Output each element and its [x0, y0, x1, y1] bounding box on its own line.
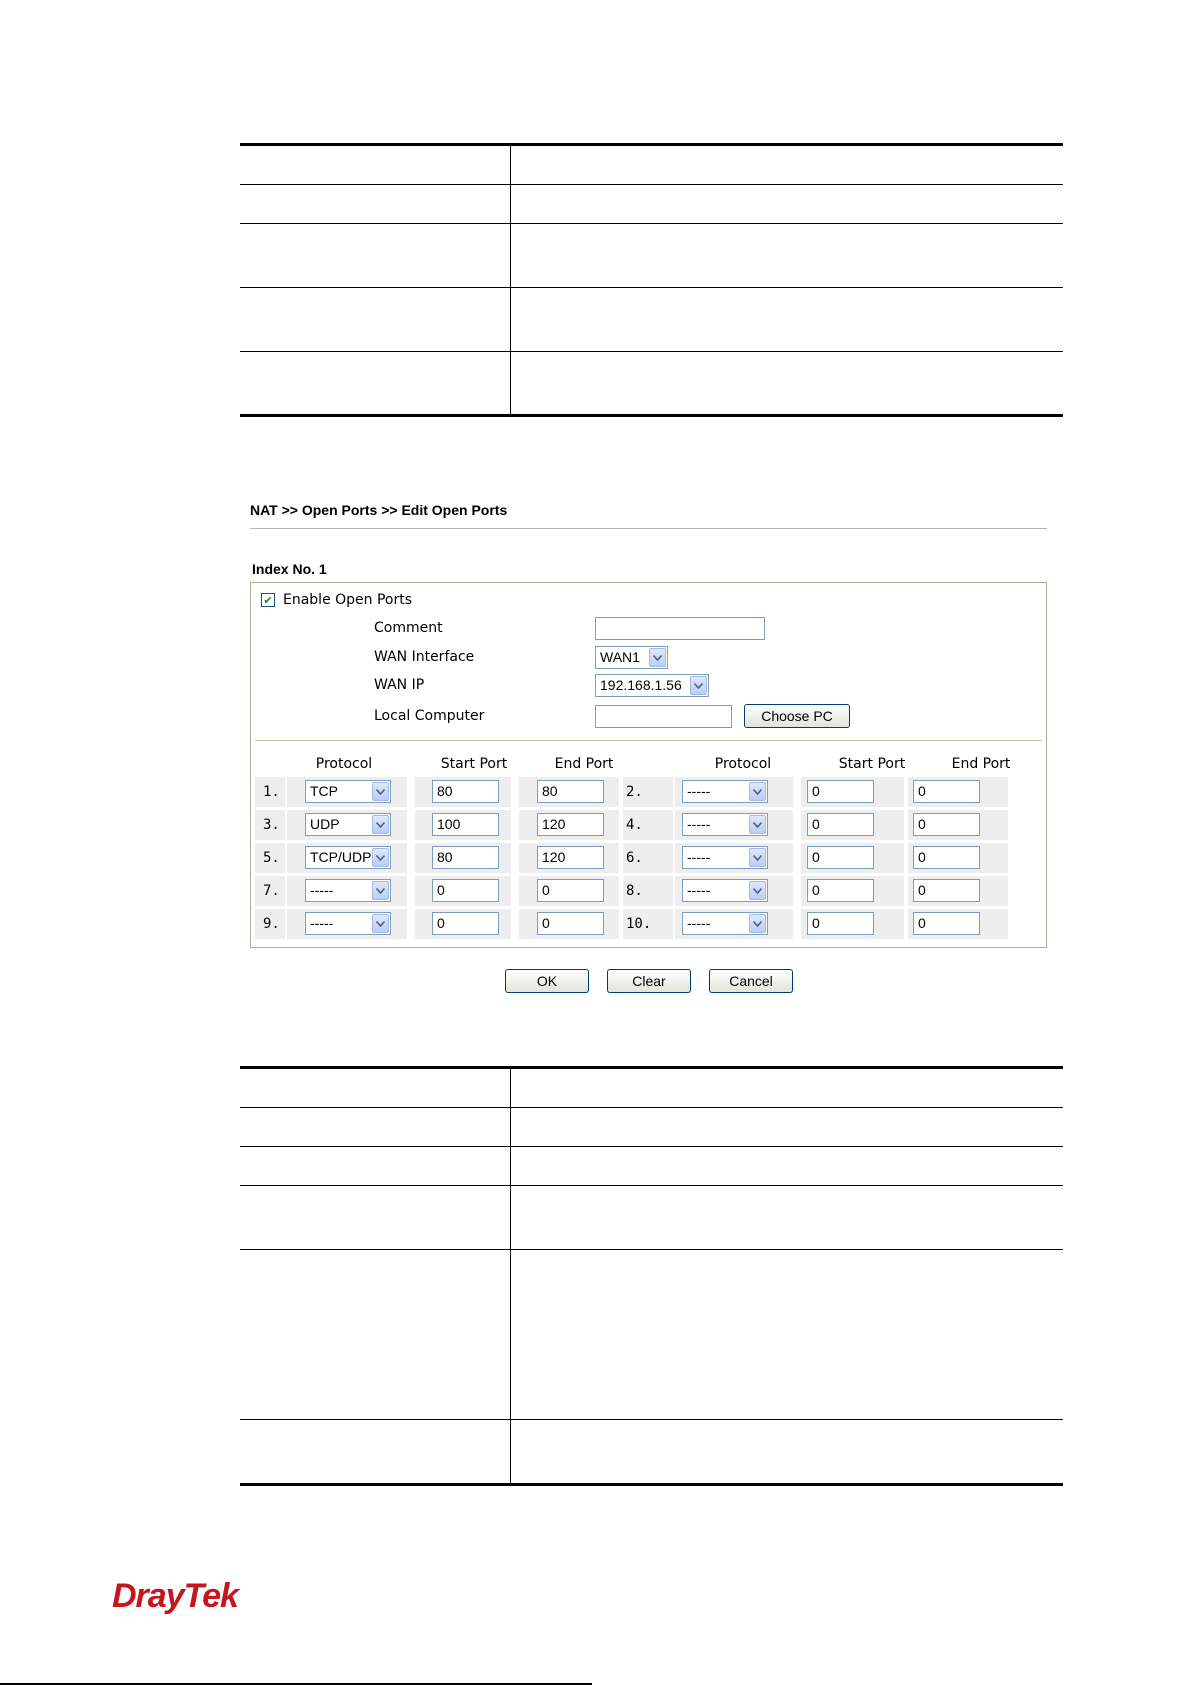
end-port-input[interactable]: 0 [913, 846, 980, 869]
breadcrumb-divider [250, 528, 1047, 529]
cancel-button[interactable]: Cancel [709, 969, 793, 993]
start-port-input[interactable]: 0 [807, 780, 874, 803]
end-port-input[interactable]: 120 [537, 846, 604, 869]
chevron-down-icon[interactable] [372, 848, 389, 867]
start-port-input[interactable]: 0 [807, 912, 874, 935]
chevron-down-icon[interactable] [749, 848, 766, 867]
end-port-input[interactable]: 80 [537, 780, 604, 803]
wan-interface-value: WAN1 [600, 649, 640, 665]
port-row [255, 876, 1042, 906]
protocol-value: TCP [310, 783, 338, 799]
chevron-down-icon[interactable] [372, 815, 389, 834]
protocol-value: ----- [687, 816, 711, 832]
index-label: Index No. 1 [252, 561, 327, 577]
port-row [255, 810, 1042, 840]
chevron-down-icon[interactable] [749, 815, 766, 834]
end-port-input[interactable]: 0 [537, 912, 604, 935]
chevron-down-icon[interactable] [372, 782, 389, 801]
choose-pc-button[interactable]: Choose PC [744, 704, 850, 728]
wan-interface-select[interactable] [595, 646, 668, 669]
clear-button[interactable]: Clear [607, 969, 691, 993]
start-port-input[interactable]: 100 [432, 813, 499, 836]
protocol-select[interactable] [305, 879, 391, 902]
protocol-select[interactable] [682, 813, 768, 836]
start-port-input[interactable]: 80 [432, 780, 499, 803]
protocol-value: ----- [310, 882, 334, 898]
start-port-input[interactable]: 0 [807, 813, 874, 836]
protocol-select[interactable] [682, 912, 768, 935]
header-protocol-left: Protocol [315, 756, 373, 772]
row-number: 1. [263, 784, 280, 800]
start-port-input[interactable]: 80 [432, 846, 499, 869]
bottom-description-table [240, 1066, 1063, 1486]
local-computer-label: Local Computer [374, 708, 485, 724]
chevron-down-icon[interactable] [749, 881, 766, 900]
chevron-down-icon[interactable] [690, 676, 707, 695]
chevron-down-icon[interactable] [749, 914, 766, 933]
end-port-input[interactable]: 0 [913, 780, 980, 803]
draytek-logo [112, 1575, 252, 1619]
start-port-input[interactable]: 0 [432, 879, 499, 902]
protocol-select[interactable] [682, 879, 768, 902]
chevron-down-icon[interactable] [372, 881, 389, 900]
protocol-value: ----- [687, 915, 711, 931]
chevron-down-icon[interactable] [749, 782, 766, 801]
start-port-input[interactable]: 0 [807, 846, 874, 869]
protocol-select[interactable] [305, 813, 391, 836]
row-number: 3. [263, 817, 280, 833]
row-number: 2. [626, 784, 643, 800]
protocol-select[interactable] [682, 846, 768, 869]
section-divider [255, 740, 1042, 741]
chevron-down-icon[interactable] [372, 914, 389, 933]
row-number: 10. [626, 916, 652, 932]
start-port-input[interactable]: 0 [807, 879, 874, 902]
comment-input[interactable] [595, 617, 765, 640]
row-number: 5. [263, 850, 280, 866]
end-port-input[interactable]: 0 [913, 879, 980, 902]
row-number: 8. [626, 883, 643, 899]
wan-interface-label: WAN Interface [374, 649, 475, 665]
wan-ip-select[interactable] [595, 674, 709, 697]
open-ports-panel [250, 582, 1047, 948]
protocol-value: ----- [687, 783, 711, 799]
protocol-value: ----- [687, 849, 711, 865]
end-port-input[interactable]: 0 [913, 813, 980, 836]
local-computer-input[interactable] [595, 705, 732, 728]
port-row [255, 843, 1042, 873]
protocol-value: ----- [687, 882, 711, 898]
header-start-port-left: Start Port [440, 756, 508, 772]
protocol-select[interactable] [305, 912, 391, 935]
row-number: 6. [626, 850, 643, 866]
breadcrumb: NAT >> Open Ports >> Edit Open Ports [250, 502, 508, 518]
protocol-select[interactable] [305, 780, 391, 803]
enable-open-ports-label: Enable Open Ports [283, 592, 413, 608]
header-end-port-left: End Port [554, 756, 614, 772]
protocol-value: TCP/UDP [310, 849, 372, 865]
start-port-input[interactable]: 0 [432, 912, 499, 935]
row-number: 9. [263, 916, 280, 932]
top-description-table [240, 143, 1063, 417]
header-start-port-right: Start Port [838, 756, 906, 772]
header-protocol-right: Protocol [714, 756, 772, 772]
row-number: 7. [263, 883, 280, 899]
port-row [255, 909, 1042, 939]
enable-open-ports-checkbox[interactable] [261, 593, 275, 607]
row-number: 4. [626, 817, 643, 833]
end-port-input[interactable]: 120 [537, 813, 604, 836]
wan-ip-label: WAN IP [374, 677, 425, 693]
comment-label: Comment [374, 620, 443, 636]
check-icon: ✔ [263, 593, 273, 607]
enable-open-ports-row [261, 592, 412, 608]
end-port-input[interactable]: 0 [537, 879, 604, 902]
port-row [255, 777, 1042, 807]
draytek-logo-graphic [112, 1575, 252, 1615]
protocol-value: ----- [310, 915, 334, 931]
chevron-down-icon[interactable] [649, 648, 666, 667]
end-port-input[interactable]: 0 [913, 912, 980, 935]
header-end-port-right: End Port [951, 756, 1011, 772]
protocol-select[interactable] [682, 780, 768, 803]
draytek-logo-text: DrayTek [112, 1577, 238, 1615]
wan-ip-value: 192.168.1.56 [600, 677, 682, 693]
ok-button[interactable]: OK [505, 969, 589, 993]
protocol-select[interactable] [305, 846, 391, 869]
protocol-value: UDP [310, 816, 340, 832]
